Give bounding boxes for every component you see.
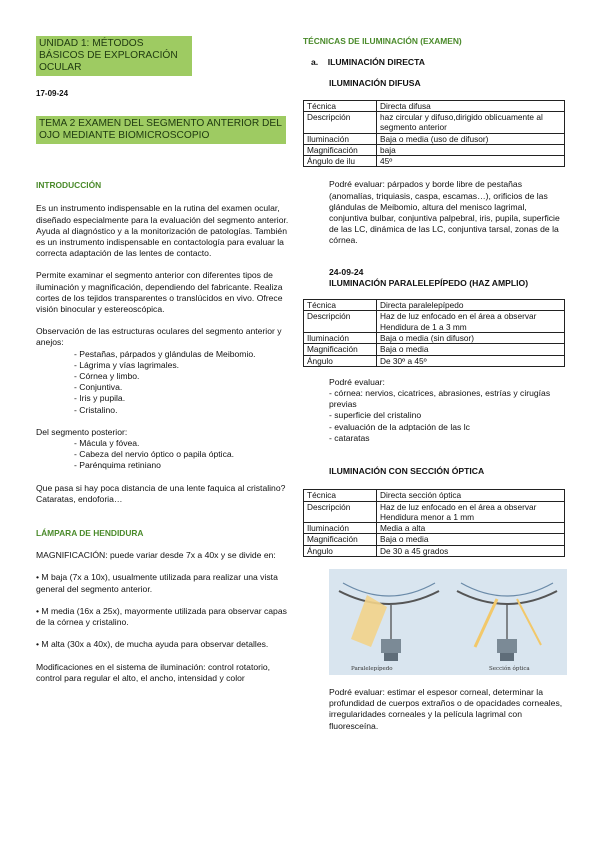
- table-row: Iluminación Baja o media (uso de difusor): [304, 133, 565, 144]
- table-row: Magnificación Baja o media: [304, 344, 565, 355]
- intro-paragraph-2: Permite examinar el segmento anterior con diferentes tipos de iluminación y magnificación, dependiendo del fabricante. Realiza cortes de los tejidos transparentes o translúcidos en vivo. Ofrece visión binocular y estereoscópica.: [36, 270, 283, 315]
- list-item: - Lágrima y vías lagrimales.: [74, 359, 180, 370]
- list-item: - evaluación de la adptación de las lc: [329, 421, 470, 432]
- figure-label-optical: Sección óptica: [489, 666, 530, 672]
- illumination-diagram: [329, 569, 567, 675]
- parallel-evaluation: [303, 377, 565, 444]
- diffuse-heading: ILUMINACIÓN DIFUSA: [329, 78, 421, 89]
- date: 17-09-24: [36, 89, 69, 98]
- anterior-intro: Observación de las estructuras oculares del segmento anterior y anejos:: [36, 326, 282, 348]
- list-item: - cataratas: [329, 432, 370, 443]
- parallel-heading: ILUMINACIÓN PARALELEPÍPEDO (HAZ AMPLIO): [329, 277, 529, 288]
- table-row: Descripción haz circular y difuso,dirigido oblicuamente al segmento anterior: [304, 111, 565, 133]
- illumination-modifications: Modificaciones en el sistema de iluminación: control rotatorio, control para regular el alto, el ancho, intensidad y color: [36, 661, 271, 683]
- table-row: Descripción Haz de luz enfocado en el área a observar Hendidura menor a 1 mm: [304, 501, 565, 523]
- topic-title: TEMA 2 EXAMEN DEL SEGMENTO ANTERIOR DEL OJO MEDIANTE BIOMICROSCOPIO: [36, 116, 286, 144]
- list-item: - Parénquima retiniano: [74, 460, 161, 471]
- list-item: - córnea: nervios, cicatrices, abrasiones, estrías y cirugías previas: [329, 388, 551, 410]
- table-row: Magnificación baja: [304, 144, 565, 155]
- magnification-intro: MAGNIFICACIÓN: puede variar desde 7x a 40x y se divide en:: [36, 550, 276, 561]
- list-item: - Conjuntiva.: [74, 382, 123, 393]
- parallel-table: [303, 299, 565, 367]
- diffuse-table: [303, 100, 565, 168]
- intro-paragraph-1: Es un instrumento indispensable en la rutina del examen ocular, diseñado especialmente para la evaluación del segmento anterior. Ayuda al diagnóstico y a la monitorización de patologías. También es un instrumento indispensable en contactología para evaluar la correcta adaptación de las lentes de contacto.: [36, 203, 289, 259]
- table-row: Técnica Directa paralelepípedo: [304, 300, 565, 311]
- list-item: - Cabeza del nervio óptico o papila óptica.: [74, 449, 235, 460]
- diffuse-evaluation: Podré evaluar: párpados y borde libre de pestañas (anomalías, triquiasis, caspa, escamas…), orificios de las glándulas de Meibomio, altura del menisco lagrimal, conjuntiva bulbar, conjuntiva palpebral, iris, pupila, superficie de las LC, dinámica de las LC, conjuntiva tarsal, zonas de la córnea.: [329, 179, 560, 246]
- magnification-low: • M baja (7x a 10x), usualmente utilizada para realizar una vista general del segmento anterior.: [36, 572, 278, 594]
- intro-heading: INTRODUCCIÓN: [36, 180, 102, 191]
- table-row: Ángulo De 30 a 45 grados: [304, 545, 565, 556]
- posterior-list: [36, 438, 291, 472]
- table-row: Iluminación Baja o media (sin difusor): [304, 332, 565, 343]
- table-row: Ángulo de ilu 45º: [304, 156, 565, 167]
- question: Que pasa si hay poca distancia de una lente faquica al cristalino? Cataratas, endoforia…: [36, 482, 286, 504]
- table-row: Iluminación Media a alta: [304, 523, 565, 534]
- optical-table: [303, 489, 565, 557]
- posterior-intro: Del segmento posterior:: [36, 426, 128, 437]
- table-row: Técnica Directa sección óptica: [304, 490, 565, 501]
- list-item: - superficie del cristalino: [329, 410, 422, 421]
- list-item: - Pestañas, párpados y glándulas de Meibomio.: [74, 348, 256, 359]
- unit-title: UNIDAD 1: MÉTODOS BÁSICOS DE EXPLORACIÓN OCULAR: [36, 36, 192, 76]
- magnification-high: • M alta (30x a 40x), de mucha ayuda para observar detalles.: [36, 639, 269, 650]
- optical-heading: ILUMINACIÓN CON SECCIÓN ÓPTICA: [329, 466, 485, 477]
- optical-evaluation: Podré evaluar: estimar el espesor corneal, determinar la profundidad de cuerpos extraños o de opacidades corneales, irregularidades corneales y la película lagrimal con fluoresceína.: [329, 687, 563, 731]
- left-column: [36, 36, 291, 684]
- techniques-heading: TÉCNICAS DE ILUMINACIÓN (EXAMEN): [303, 36, 462, 46]
- list-item: - Iris y pupila.: [74, 393, 126, 404]
- date-2: 24-09-24: [329, 266, 364, 277]
- table-row: Técnica Directa difusa: [304, 100, 565, 111]
- anterior-list: [36, 349, 291, 416]
- table-row: Ángulo De 30º a 45º: [304, 355, 565, 366]
- list-item: - Mácula y fóvea.: [74, 438, 140, 449]
- magnification-mid: • M media (16x a 25x), mayormente utilizada para observar capas de la córnea y cristalino.: [36, 605, 287, 628]
- lamp-heading: LÁMPARA DE HENDIDURA: [36, 528, 144, 539]
- list-item: - Córnea y limbo.: [74, 371, 140, 382]
- right-column: [303, 36, 565, 732]
- parallel-eval-title: Podré evaluar:: [329, 376, 385, 387]
- direct-heading: a. ILUMINACIÓN DIRECTA: [311, 57, 425, 68]
- table-row: Magnificación Baja o media: [304, 534, 565, 545]
- list-item: - Cristalino.: [74, 404, 118, 415]
- figure-label-parallel: Paralelepípedo: [351, 666, 393, 672]
- slit-lamp-illustration: [329, 569, 567, 675]
- table-row: Descripción Haz de luz enfocado en el área a observar Hendidura de 1 a 3 mm: [304, 311, 565, 333]
